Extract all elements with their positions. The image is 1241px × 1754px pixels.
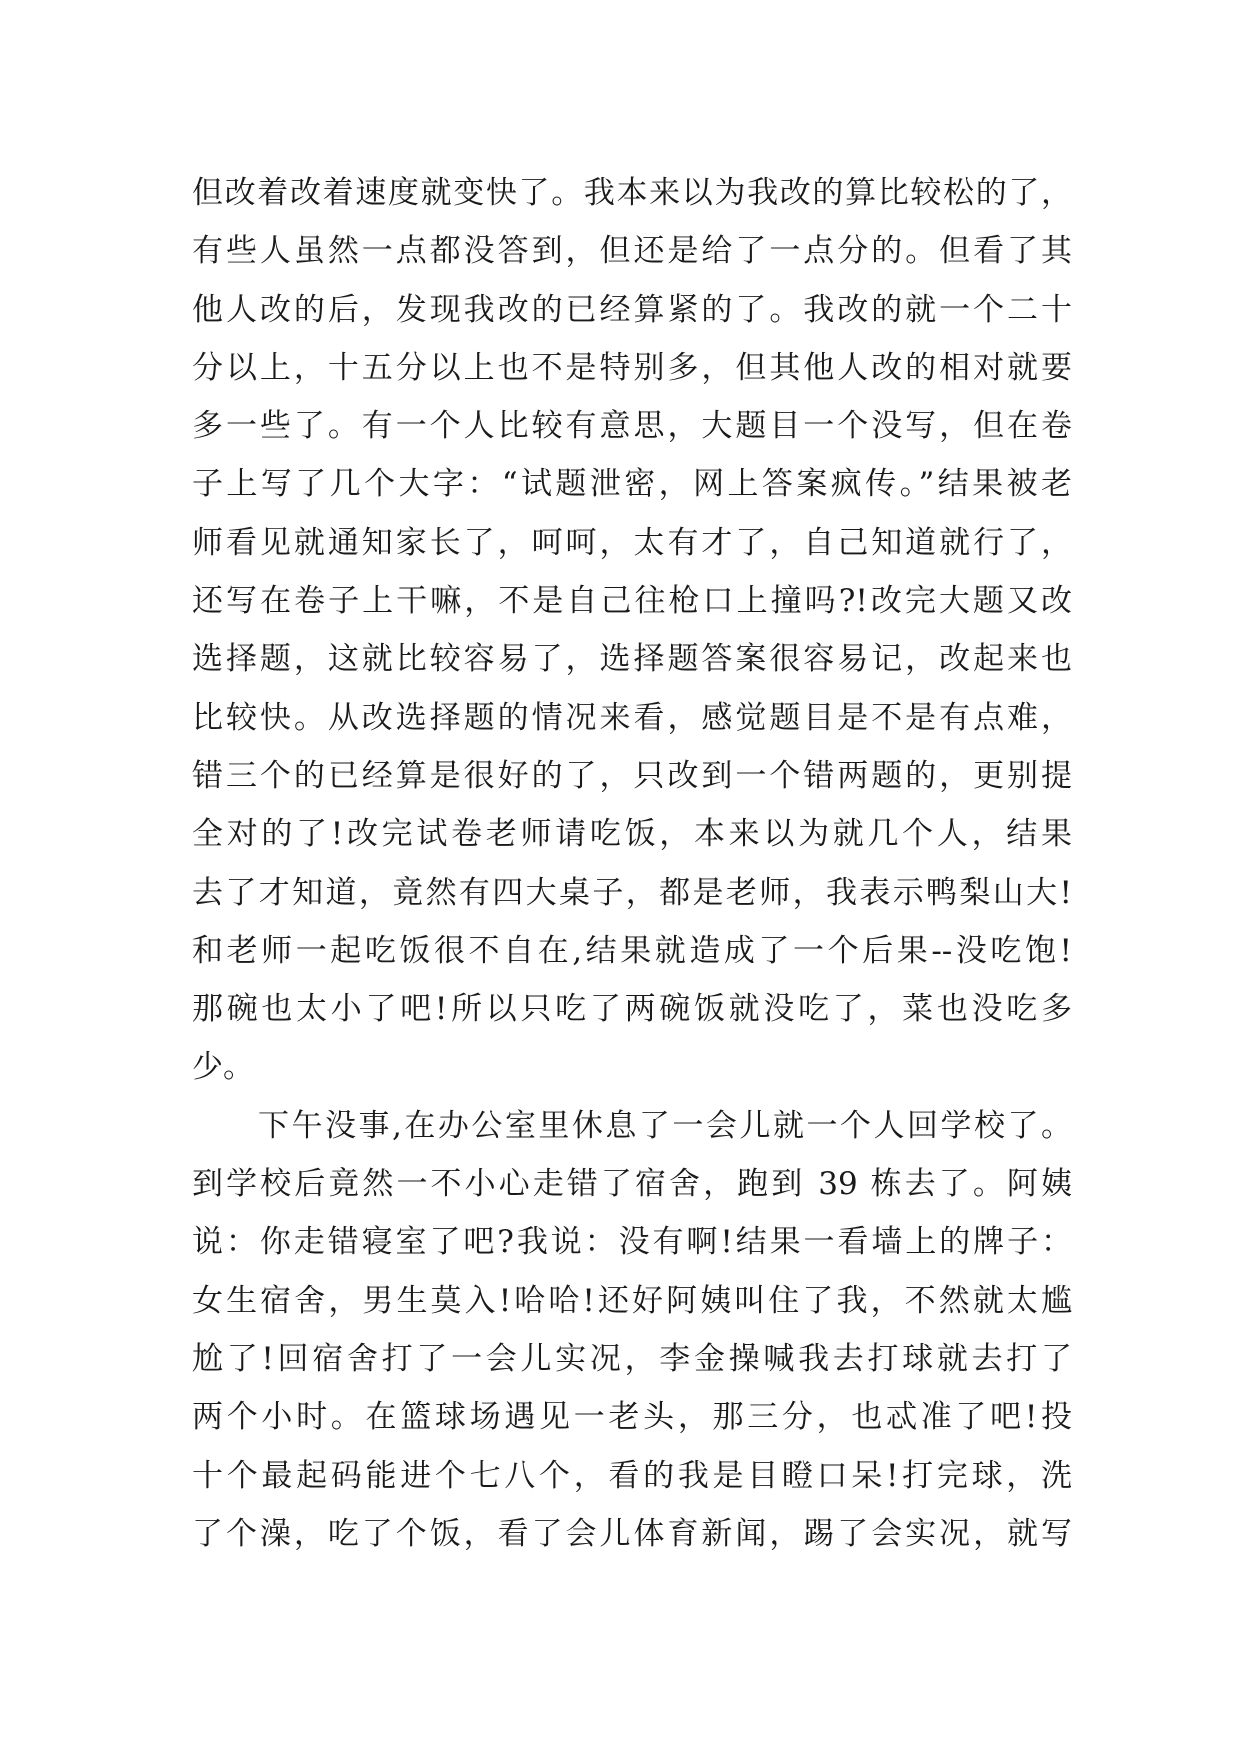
text-line: 说：你走错寝室了吧?我说：没有啊!结果一看墙上的牌子： — [192, 1224, 1072, 1261]
text-line: 他人改的后，发现我改的已经算紧的了。我改的就一个二十 — [192, 291, 1072, 328]
text-line: 全对的了!改完试卷老师请吃饭，本来以为就几个人，结果 — [192, 816, 1072, 853]
text-line: 有些人虽然一点都没答到，但还是给了一点分的。但看了其 — [192, 233, 1072, 270]
text-line: 师看见就通知家长了，呵呵，太有才了，自己知道就行了， — [192, 524, 1072, 561]
text-line: 多一些了。有一个人比较有意思，大题目一个没写，但在卷 — [192, 408, 1072, 445]
text-line: 去了才知道，竟然有四大桌子，都是老师，我表示鸭梨山大! — [192, 874, 1072, 911]
text-line: 但改着改着速度就变快了。我本来以为我改的算比较松的了， — [192, 175, 1072, 211]
text-line: 还写在卷子上干嘛，不是自己往枪口上撞吗?!改完大题又改 — [192, 583, 1072, 620]
text-line: 了个澡，吃了个饭，看了会儿体育新闻，踢了会实况，就写 — [192, 1515, 1072, 1552]
paragraph-first-line: 下午没事,在办公室里休息了一会儿就一个人回学校了。 — [258, 1107, 1072, 1144]
text-line: 尬了!回宿舍打了一会儿实况，李金操喊我去打球就去打了 — [192, 1340, 1072, 1377]
text-line: 错三个的已经算是很好的了，只改到一个错两题的，更别提 — [192, 757, 1072, 794]
text-line: 比较快。从改选择题的情况来看，感觉题目是不是有点难， — [192, 699, 1072, 736]
text-line: 到学校后竟然一不小心走错了宿舍，跑到 39 栋去了。阿姨 — [192, 1166, 1072, 1203]
text-line: 选择题，这就比较容易了，选择题答案很容易记，改起来也 — [192, 641, 1072, 678]
text-line: 两个小时。在篮球场遇见一老头，那三分，也忒准了吧!投 — [192, 1399, 1072, 1436]
text-line: 那碗也太小了吧!所以只吃了两碗饭就没吃了，菜也没吃多 — [192, 991, 1072, 1028]
text-line: 女生宿舍，男生莫入!哈哈!还好阿姨叫住了我，不然就太尴 — [192, 1282, 1072, 1319]
text-line: 十个最起码能进个七八个，看的我是目瞪口呆!打完球，洗 — [192, 1457, 1072, 1494]
text-line: 子上写了几个大字：“试题泄密，网上答案疯传。”结果被老 — [192, 466, 1072, 503]
text-line: 和老师一起吃饭很不自在,结果就造成了一个后果--没吃饱! — [192, 932, 1072, 969]
text-line: 少。 — [192, 1049, 254, 1086]
text-line: 分以上，十五分以上也不是特别多，但其他人改的相对就要 — [192, 349, 1072, 386]
body-text — [192, 164, 1072, 1563]
